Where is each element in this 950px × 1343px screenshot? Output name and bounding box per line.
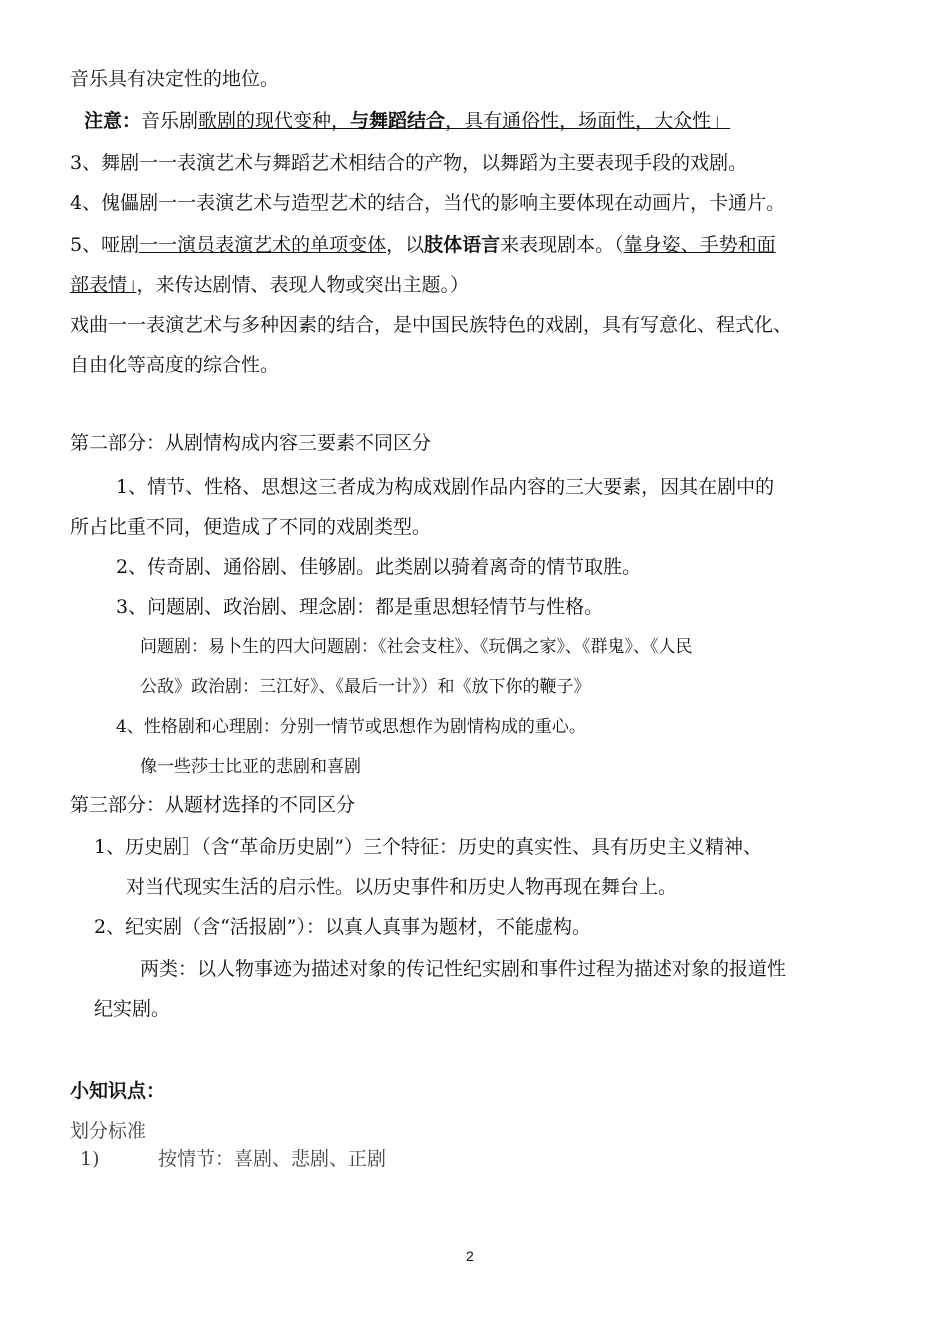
line-6-b: ，来传达剧情、表现人物或突出主题。） — [136, 274, 470, 296]
line-15: 公敌》政治剧：三江好》、《最后一计》）和《放下你的鞭子》 — [140, 677, 591, 697]
line-19: 1、历史剧］（含“革命历史剧”）三个特征：历史的真实性、具有历史主义精神、 — [94, 836, 763, 858]
line-5-a: 5、哑剧 — [70, 234, 140, 256]
line-22: 两类：以人物事迹为描述对象的传记性纪实剧和事件过程为描述对象的报道性 — [140, 958, 787, 980]
line-20: 对当代现实生活的启示性。以历史事件和历史人物再现在舞台上。 — [126, 876, 678, 898]
line-8: 自由化等高度的综合性。 — [70, 354, 280, 376]
line-6-a: 部表情」 — [70, 274, 137, 296]
line-3: 3、舞剧一一表演艺术与舞蹈艺术相结合的产物，以舞蹈为主要表现手段的戏剧。 — [70, 152, 748, 174]
note-line — [84, 108, 730, 134]
line-26-num: 1) — [80, 1148, 100, 1170]
line-10: 1、情节、性格、思想这三者成为构成戏剧作品内容的三大要素，因其在剧中的 — [116, 476, 775, 498]
line-4: 4、傀儡剧一一表演艺术与造型艺术的结合，当代的影响主要体现在动画片，卡通片。 — [70, 192, 786, 214]
section-3-heading: 第三部分：从题材选择的不同区分 — [70, 794, 356, 816]
line-5-d: 肢体语言 — [424, 234, 501, 256]
line-1: 音乐具有决定性的地位。 — [70, 68, 280, 90]
line-14: 问题剧：易卜生的四大问题剧：《社会支柱》、《玩偶之家》、《群鬼》、《人民 — [140, 637, 693, 657]
note-text-d: ，具有通俗性，场面性，大众性 — [445, 110, 712, 132]
note-text-a: 音乐剧 — [141, 110, 199, 132]
section-2-heading: 第二部分：从剧情构成内容三要素不同区分 — [70, 432, 432, 454]
note-text-b: 歌剧的现代变种， — [198, 110, 351, 132]
note-text-c: 与舞蹈结合 — [350, 110, 446, 132]
line-5-e: 来表现剧本。（ — [500, 234, 624, 256]
line-17: 像一些莎士比亚的悲剧和喜剧 — [140, 757, 361, 777]
note-label: 注意： — [84, 110, 142, 132]
note-text-e: 」 — [711, 110, 731, 132]
line-23: 纪实剧。 — [94, 998, 171, 1020]
line-5-b: 一一演员表演艺术的单项变体 — [139, 234, 387, 256]
knowledge-heading: 小知识点： — [70, 1080, 166, 1102]
line-7: 戏曲一一表演艺术与多种因素的结合，是中国民族特色的戏剧，具有写意化、程式化、 — [70, 314, 793, 336]
line-21: 2、纪实剧（含“活报剧”）：以真人真事为题材，不能虚构。 — [94, 916, 592, 938]
line-26-text: 按情节：喜剧、悲剧、正剧 — [158, 1148, 387, 1170]
line-5-c: ，以 — [386, 234, 425, 256]
page-number: 2 — [466, 1248, 474, 1264]
line-12: 2、传奇剧、通俗剧、佳够剧。此类剧以骑着离奇的情节取胜。 — [116, 556, 642, 578]
line-16: 4、性格剧和心理剧：分别一情节或思想作为剧情构成的重心。 — [116, 717, 586, 737]
line-5 — [70, 232, 776, 258]
line-11: 所占比重不同，便造成了不同的戏剧类型。 — [70, 516, 432, 538]
line-5-f: 靠身姿、手势和面 — [623, 234, 776, 256]
line-13: 3、问题剧、政治剧、理念剧：都是重思想轻情节与性格。 — [116, 596, 604, 618]
line-6 — [70, 272, 469, 298]
line-25: 划分标准 — [70, 1120, 147, 1142]
